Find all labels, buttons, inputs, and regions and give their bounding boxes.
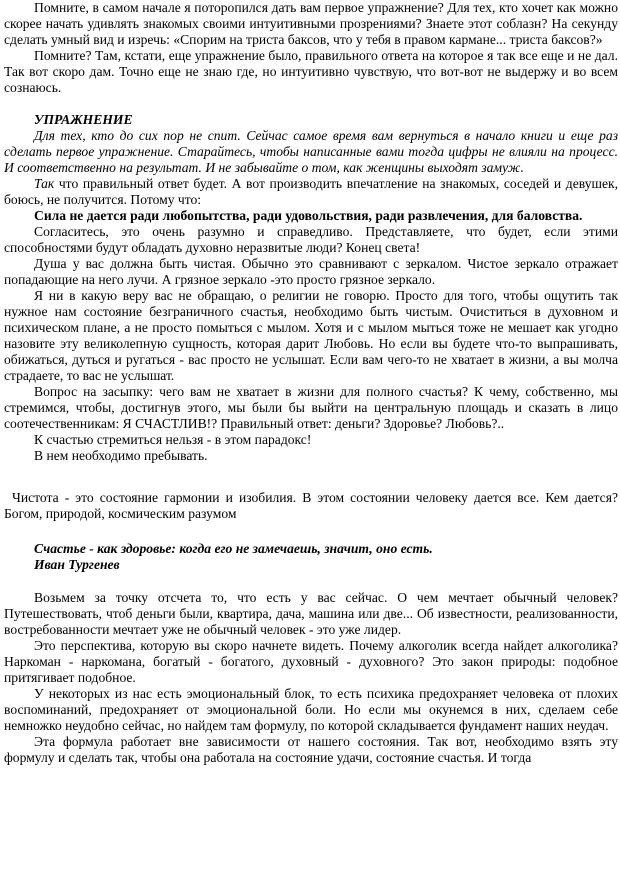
section-heading-exercise: УПРАЖНЕНИЕ (34, 112, 133, 127)
paragraph-answer-text: что правильный ответ будет. А вот производить впечатление на знакомых, соседей и девушек, боюсь, не получится. Потому что: (4, 176, 618, 207)
paragraph-bold-statement: Сила не дается ради любопытства, ради удовольствия, ради развлечения, для баловства. (34, 208, 583, 223)
epigraph-quote: Счастье - как здоровье: когда его не замечаешь, значит, оно есть. (34, 541, 433, 556)
paragraph-soul-mirror: Душа у вас должна быть чистая. Обычно это сравнивают с зеркалом. Чистое зеркало отражает попадающие на него лучи. А грязное зеркало -это просто грязное зеркало. (4, 256, 618, 287)
paragraph-starting-point: Возьмем за точку отсчета то, что есть у вас сейчас. О чем мечтает обычный человек? Путешествовать, чтоб деньги были, квартира, дача, машина или две... Об известности, реализованности, востребованности мечтает уже не обычный человек - это уже лидер. (4, 590, 618, 637)
paragraph-emotional-block: У некоторых из нас есть эмоциональный блок, то есть психика предохраняет человека от плохих воспоминаний, предохраняет от эмоциональной боли. Но если мы окунемся в них, сделаем себе немножко неудобно сейчас, но найдем там формулу, по которой складывается фундамент наших неудач. (4, 686, 618, 733)
paragraph-question: Вопрос на засыпку: чего вам не хватает в жизни для полного счастья? К чему, собственно, мы стремимся, чтобы, достигнув этого, мы были бы выйти на центральную площадь и сказать в лицо соотечественникам: Я СЧАСТЛИВ!? Правильный ответ: деньги? Здоровье? Любовь?.. (4, 384, 618, 431)
paragraph-first-exercise: Помните, в самом начале я поторопился дать вам первое упражнение? Для тех, кто хочет как можно скорее начать удивлять знакомых своими интуитивными прозрениями? Знаете этот соблазн? На секунду сделать умный вид и изречь: «Спорим на триста баксов, что у тебя в правом кармане... триста баксов?» (4, 0, 618, 47)
paragraph-religion: Я ни в какую веру вас не обращаю, о религии не говорю. Просто для того, чтобы ощутить так нужное нам состояние безграничного счастья, необходимо быть чистым. Очиститься в духовном и психическом плане, а не просто помыться с мылом. Хотя и с мылом мыться тоже не мешает как угодно назовите эту великолепную сущность, которая дарит Любовь. Но если вы будете что-то выпрашивать, обижаться, дуться и ругаться - вас просто не услышат. Если вам чего-то не хватает в жизни, а вы молча страдаете, то вас не услышат. (4, 288, 618, 383)
paragraph-answer-lead-word: Так (34, 176, 55, 191)
paragraph-formula: Эта формула работает вне зависимости от нашего состояния. Так вот, необходимо взять эту формулу и сделать так, чтобы она работала на состояние удачи, состояние счастья. И тогда (4, 734, 618, 765)
paragraph-purity: Чистота - это состояние гармонии и изобилия. В этом состоянии человеку дается все. Кем дается? Богом, природой, космическим разумом (4, 490, 618, 521)
paragraph-answer-will-be (4, 176, 618, 208)
paragraph-remember: Помните? Там, кстати, еще упражнение было, правильного ответа на которое я так все еще и не дал. Так вот скоро дам. Точно еще не знаю где, но интуитивно чувствую, что вот-вот не выдержу и во всем сознаюсь. (4, 48, 618, 95)
paragraph-perspective: Это перспектива, которую вы скоро начнете видеть. Почему алкоголик всегда найдет алкоголика? Наркоман - наркомана, богатый - богатого, духовный - духовного? Это закон природы: подобное притягивает подобное. (4, 638, 618, 685)
epigraph-author: Иван Тургенев (34, 557, 120, 572)
paragraph-paradox: К счастью стремиться нельзя - в этом парадокс! (34, 432, 312, 447)
paragraph-exercise-instructions: Для тех, кто до сих пор не спит. Сейчас самое время вам вернуться в начало книги и еще раз сделать первое упражнение. Старайтесь, чтобы написанные вами тогда цифры не влияли на процесс. И соответственно на результат. И не забывайте о том, как женщины выходят замуж. (4, 128, 618, 175)
paragraph-agree: Согласитесь, это очень разумно и справедливо. Представляете, что будет, если этими способностями будут обладать духовно неразвитые люди? Конец света! (4, 224, 618, 255)
paragraph-be-in-it: В нем необходимо пребывать. (34, 448, 208, 463)
